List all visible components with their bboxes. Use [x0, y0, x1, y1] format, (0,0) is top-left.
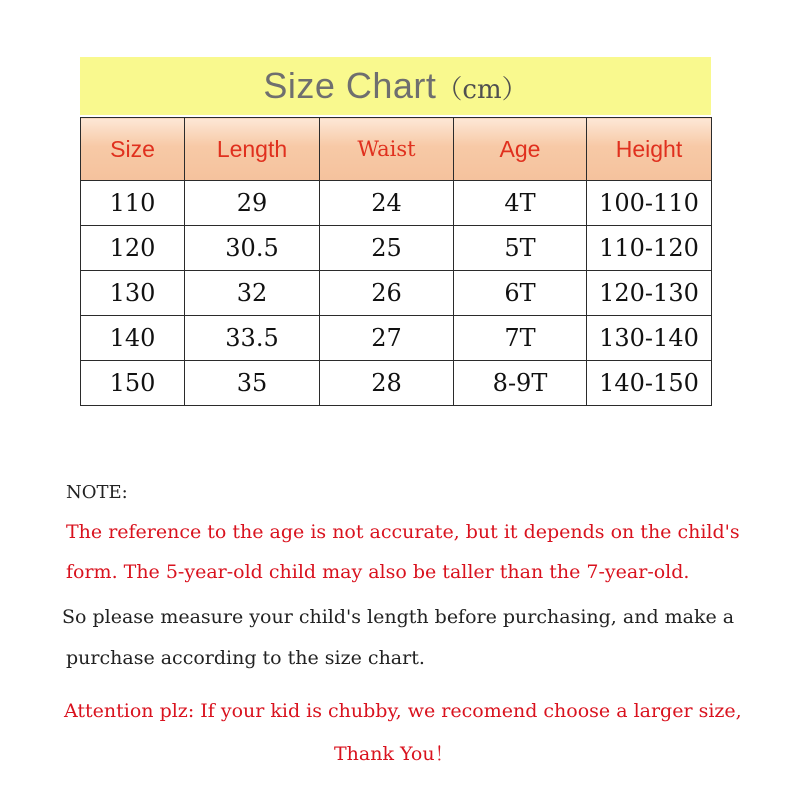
cell-waist: 27	[320, 316, 454, 361]
table-row	[81, 361, 712, 406]
title-unit: （cm）	[436, 75, 528, 105]
title-band	[80, 57, 711, 115]
age-warning-line-1: The reference to the age is not accurate, but it depends on the child's	[66, 521, 740, 543]
cell-age: 4T	[454, 181, 587, 226]
table-row	[81, 181, 712, 226]
thank-you-note: Thank You！	[334, 743, 454, 765]
measure-advice-line-1: So please measure your child's length before purchasing, and make a	[62, 606, 735, 628]
cell-length: 32	[185, 271, 320, 316]
cell-length: 35	[185, 361, 320, 406]
header-size: Size	[81, 118, 185, 181]
measure-advice-line-2: purchase according to the size chart.	[66, 647, 425, 669]
cell-height: 120-130	[587, 271, 712, 316]
cell-size: 120	[81, 226, 185, 271]
attention-note: Attention plz: If your kid is chubby, we recomend choose a larger size,	[64, 700, 742, 722]
cell-length: 29	[185, 181, 320, 226]
table-header-row	[81, 118, 712, 181]
cell-length: 33.5	[185, 316, 320, 361]
header-age: Age	[454, 118, 587, 181]
cell-height: 110-120	[587, 226, 712, 271]
title-main: Size Chart	[263, 65, 437, 106]
cell-size: 140	[81, 316, 185, 361]
table-row	[81, 226, 712, 271]
cell-height: 140-150	[587, 361, 712, 406]
cell-length: 30.5	[185, 226, 320, 271]
cell-size: 110	[81, 181, 185, 226]
table-row	[81, 316, 712, 361]
cell-waist: 24	[320, 181, 454, 226]
page-title	[80, 65, 711, 107]
cell-age: 5T	[454, 226, 587, 271]
cell-age: 7T	[454, 316, 587, 361]
table-row	[81, 271, 712, 316]
cell-waist: 26	[320, 271, 454, 316]
header-waist: Waist	[320, 118, 454, 181]
size-chart-table	[80, 117, 712, 406]
header-height: Height	[587, 118, 712, 181]
cell-height: 100-110	[587, 181, 712, 226]
cell-waist: 28	[320, 361, 454, 406]
cell-age: 6T	[454, 271, 587, 316]
cell-height: 130-140	[587, 316, 712, 361]
cell-size: 150	[81, 361, 185, 406]
cell-waist: 25	[320, 226, 454, 271]
header-length: Length	[185, 118, 320, 181]
note-label: NOTE:	[66, 482, 128, 503]
age-warning-line-2: form. The 5-year-old child may also be taller than the 7-year-old.	[66, 561, 690, 583]
cell-size: 130	[81, 271, 185, 316]
cell-age: 8-9T	[454, 361, 587, 406]
